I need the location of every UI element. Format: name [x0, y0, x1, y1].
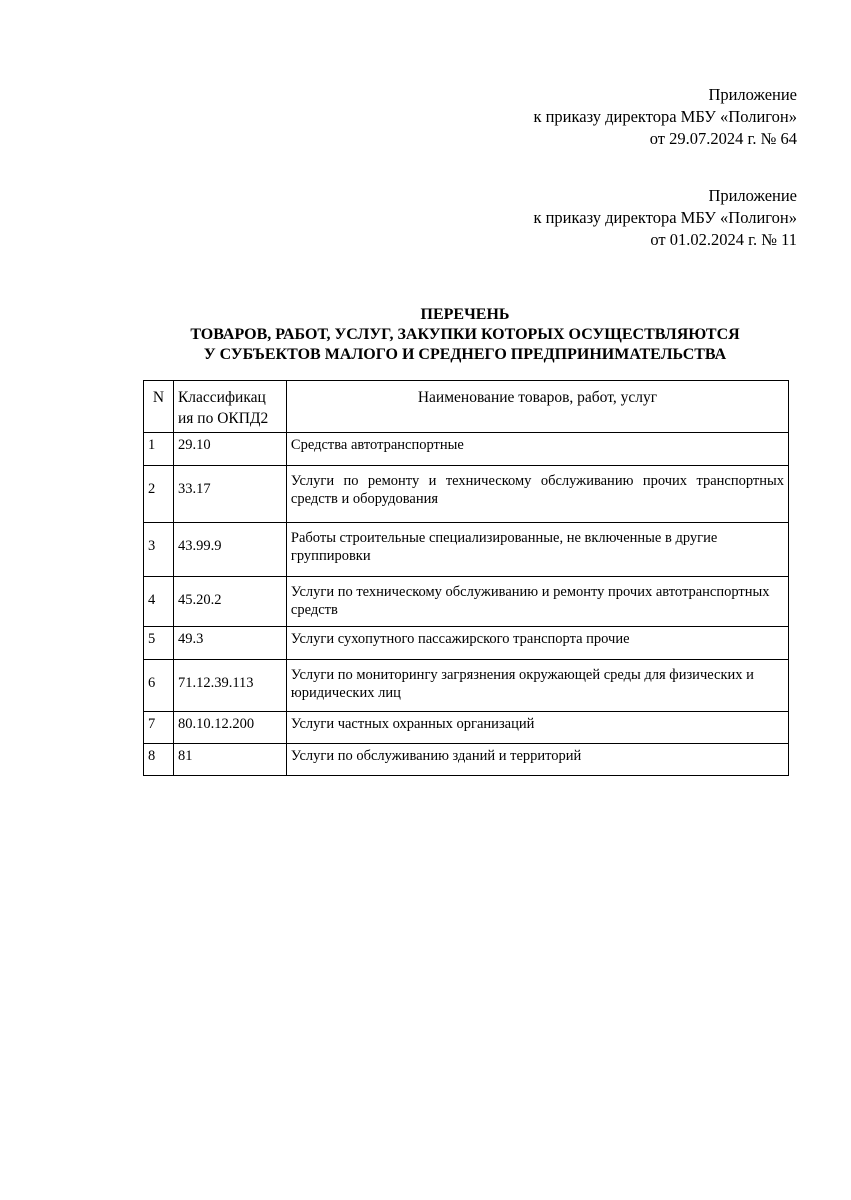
heading-line-1: ПЕРЕЧЕНЬ	[420, 306, 510, 323]
appendix-order-date: от 01.02.2024 г. № 11	[650, 230, 797, 249]
table-row	[144, 466, 789, 523]
row-code: 71.12.39.113	[173, 660, 286, 712]
row-number: 8	[144, 744, 174, 776]
table-row	[144, 744, 789, 776]
row-code: 43.99.9	[173, 523, 286, 577]
table-row	[144, 523, 789, 577]
header-code-line-2: ия по ОКПД2	[177, 410, 269, 427]
appendix-order-date: от 29.07.2024 г. № 64	[649, 129, 797, 148]
row-name: Услуги частных охранных организаций	[286, 712, 788, 744]
appendix-order-ref: к приказу директора МБУ «Полигон»	[533, 107, 797, 126]
appendix-block-previous	[533, 185, 797, 251]
table-header-row	[144, 381, 789, 433]
table-row	[144, 627, 789, 660]
row-code: 80.10.12.200	[173, 712, 286, 744]
header-item-name: Наименование товаров, работ, услуг	[286, 381, 788, 433]
row-name: Услуги по техническому обслуживанию и ремонту прочих автотранспортных средств	[286, 577, 788, 627]
appendix-order-ref: к приказу директора МБУ «Полигон»	[533, 208, 797, 227]
row-number: 4	[144, 577, 174, 627]
row-name: Средства автотранспортные	[286, 433, 788, 466]
row-number: 2	[144, 466, 174, 523]
row-name: Услуги по мониторингу загрязнения окружающей среды для физических и юридических лиц	[286, 660, 788, 712]
row-code: 49.3	[173, 627, 286, 660]
row-name: Работы строительные специализированные, не включенные в другие группировки	[286, 523, 788, 577]
appendix-title: Приложение	[708, 186, 797, 205]
row-code: 81	[173, 744, 286, 776]
row-name: Услуги по ремонту и техническому обслуживанию прочих транспортных средств и оборудования	[286, 466, 788, 523]
document-heading	[0, 305, 851, 365]
table-row	[144, 577, 789, 627]
row-number: 5	[144, 627, 174, 660]
table-row	[144, 433, 789, 466]
row-number: 6	[144, 660, 174, 712]
table-row	[144, 712, 789, 744]
goods-table	[143, 380, 789, 776]
header-okpd2-code	[173, 381, 286, 433]
row-number: 1	[144, 433, 174, 466]
header-code-line-1: Классификац	[177, 389, 266, 406]
row-code: 45.20.2	[173, 577, 286, 627]
row-name: Услуги сухопутного пассажирского транспорта прочие	[286, 627, 788, 660]
row-number: 3	[144, 523, 174, 577]
row-number: 7	[144, 712, 174, 744]
row-name: Услуги по обслуживанию зданий и территорий	[286, 744, 788, 776]
appendix-block-current	[533, 84, 797, 150]
row-code: 29.10	[173, 433, 286, 466]
row-code: 33.17	[173, 466, 286, 523]
heading-line-2: ТОВАРОВ, РАБОТ, УСЛУГ, ЗАКУПКИ КОТОРЫХ ОСУЩЕСТВЛЯЮТСЯ	[190, 326, 740, 343]
heading-line-3: У СУБЪЕКТОВ МАЛОГО И СРЕДНЕГО ПРЕДПРИНИМАТЕЛЬСТВА	[203, 346, 727, 363]
header-number: N	[144, 381, 174, 433]
appendix-title: Приложение	[708, 85, 797, 104]
table-row	[144, 660, 789, 712]
